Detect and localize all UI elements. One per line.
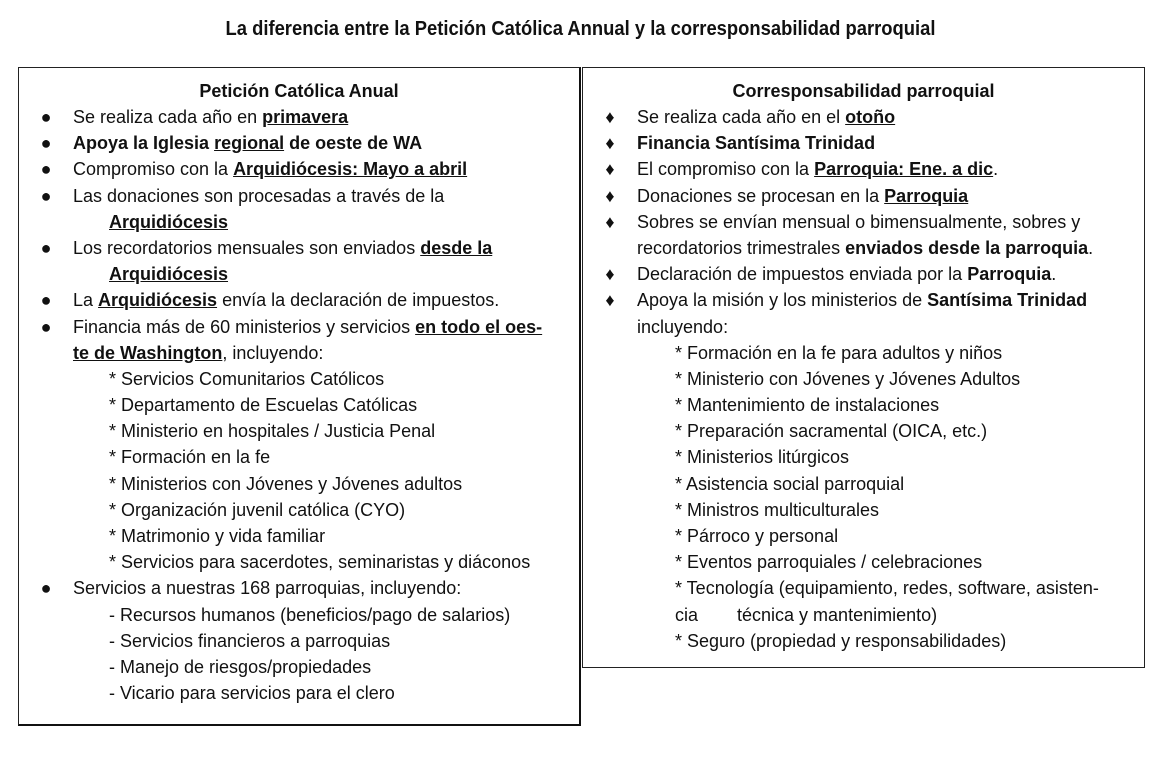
- sub-item: - Recursos humanos (beneficios/pago de salarios): [109, 604, 511, 625]
- page-title: La diferencia entre la Petición Católica Annual y la corresponsabilidad parroquial: [225, 18, 936, 40]
- sub-item: * Tecnología (equipamiento, redes, software, asisten-: [675, 578, 1099, 599]
- sub-item: * Servicios para sacerdotes, seminaristas y diáconos: [109, 552, 531, 573]
- list-item: ♦ Declaración de impuestos enviada por la Parroquia.: [583, 261, 1144, 287]
- sub-item: * Organización juvenil católica (CYO): [109, 499, 406, 520]
- parish-stewardship-box: [582, 67, 1145, 668]
- sub-item: * Formación en la fe para adultos y niños: [675, 342, 1003, 363]
- list-item-continuation: recordatorios trimestrales enviados desde la parroquia.: [637, 237, 1094, 258]
- list-item-continuation: Arquidiócesis: [109, 211, 229, 232]
- bullet-icon: ●: [40, 290, 52, 311]
- bullet-icon: ●: [40, 159, 52, 180]
- annual-appeal-box: [18, 67, 581, 726]
- diamond-bullet-icon: ♦: [605, 211, 615, 232]
- sub-item: * Ministerio en hospitales / Justicia Penal: [109, 421, 436, 442]
- parish-stewardship-heading: Corresponsabilidad parroquial: [732, 81, 995, 101]
- bullet-icon: ●: [40, 237, 52, 258]
- diamond-bullet-icon: ♦: [605, 159, 615, 180]
- sub-item: - Servicios financieros a parroquias: [109, 630, 391, 651]
- sub-item: * Ministerios litúrgicos: [675, 447, 850, 468]
- list-item-continuation: te de Washington, incluyendo:: [73, 342, 324, 363]
- list-item: ♦ Apoya la misión y los ministerios de Santísima Trinidad: [583, 287, 1144, 313]
- sub-item: * Ministerios con Jóvenes y Jóvenes adultos: [109, 473, 463, 494]
- list-item: ♦ Financia Santísima Trinidad: [583, 130, 1144, 156]
- sub-item-continuation: cia técnica y mantenimiento): [675, 604, 938, 625]
- list-item: ♦ Se realiza cada año en el otoño: [583, 104, 1144, 130]
- sub-item: * Párroco y personal: [675, 526, 839, 546]
- bullet-icon: ●: [40, 107, 52, 127]
- bullet-icon: ●: [40, 316, 52, 337]
- list-item: ♦ Donaciones se procesan en la Parroquia: [583, 183, 1144, 209]
- list-item-continuation: Arquidiócesis: [109, 264, 229, 285]
- sub-item: * Ministros multiculturales: [675, 499, 880, 520]
- sub-item: * Eventos parroquiales / celebraciones: [675, 552, 983, 573]
- sub-item: * Seguro (propiedad y responsabilidades): [675, 630, 1007, 651]
- list-item: ● La Arquidiócesis envía la declaración de impuestos.: [19, 287, 579, 313]
- sub-item: * Preparación sacramental (OICA, etc.): [675, 421, 988, 442]
- list-item: ● Financia más de 60 ministerios y servicios en todo el oes-: [19, 314, 579, 340]
- bullet-icon: ●: [40, 185, 52, 206]
- sub-item: * Mantenimiento de instalaciones: [675, 395, 940, 416]
- bullet-icon: ●: [40, 578, 52, 599]
- list-item: ♦ El compromiso con la Parroquia: Ene. a dic.: [583, 156, 1144, 182]
- bullet-icon: ●: [40, 133, 52, 154]
- list-item: ● Se realiza cada año en primavera: [19, 104, 579, 130]
- sub-item: - Vicario para servicios para el clero: [109, 683, 395, 704]
- sub-item: * Matrimonio y vida familiar: [109, 526, 326, 546]
- diamond-bullet-icon: ♦: [605, 133, 615, 154]
- sub-item: * Formación en la fe: [109, 447, 271, 468]
- list-item: ● Servicios a nuestras 168 parroquias, incluyendo:: [19, 575, 579, 601]
- sub-item: * Departamento de Escuelas Católicas: [109, 395, 418, 416]
- list-item: ● Apoya la Iglesia regional de oeste de WA: [19, 130, 579, 156]
- list-item: ● Las donaciones son procesadas a través de la: [19, 183, 579, 209]
- annual-appeal-heading: Petición Católica Anual: [199, 81, 399, 101]
- sub-item: - Manejo de riesgos/propiedades: [109, 656, 372, 677]
- list-item: ● Compromiso con la Arquidiócesis: Mayo a abril: [19, 156, 579, 182]
- list-item: ♦ Sobres se envían mensual o bimensualmente, sobres y: [583, 209, 1144, 235]
- diamond-bullet-icon: ♦: [605, 290, 615, 311]
- sub-item: * Asistencia social parroquial: [675, 473, 905, 494]
- diamond-bullet-icon: ♦: [605, 185, 615, 206]
- list-item: ● Los recordatorios mensuales son enviados desde la: [19, 235, 579, 261]
- sub-item: * Servicios Comunitarios Católicos: [109, 368, 385, 389]
- annual-appeal-list: [19, 104, 579, 706]
- diamond-bullet-icon: ♦: [605, 107, 615, 127]
- list-item-continuation: incluyendo:: [637, 316, 729, 337]
- sub-item: * Ministerio con Jóvenes y Jóvenes Adultos: [675, 368, 1021, 389]
- diamond-bullet-icon: ♦: [605, 264, 615, 285]
- parish-stewardship-list: [583, 104, 1144, 654]
